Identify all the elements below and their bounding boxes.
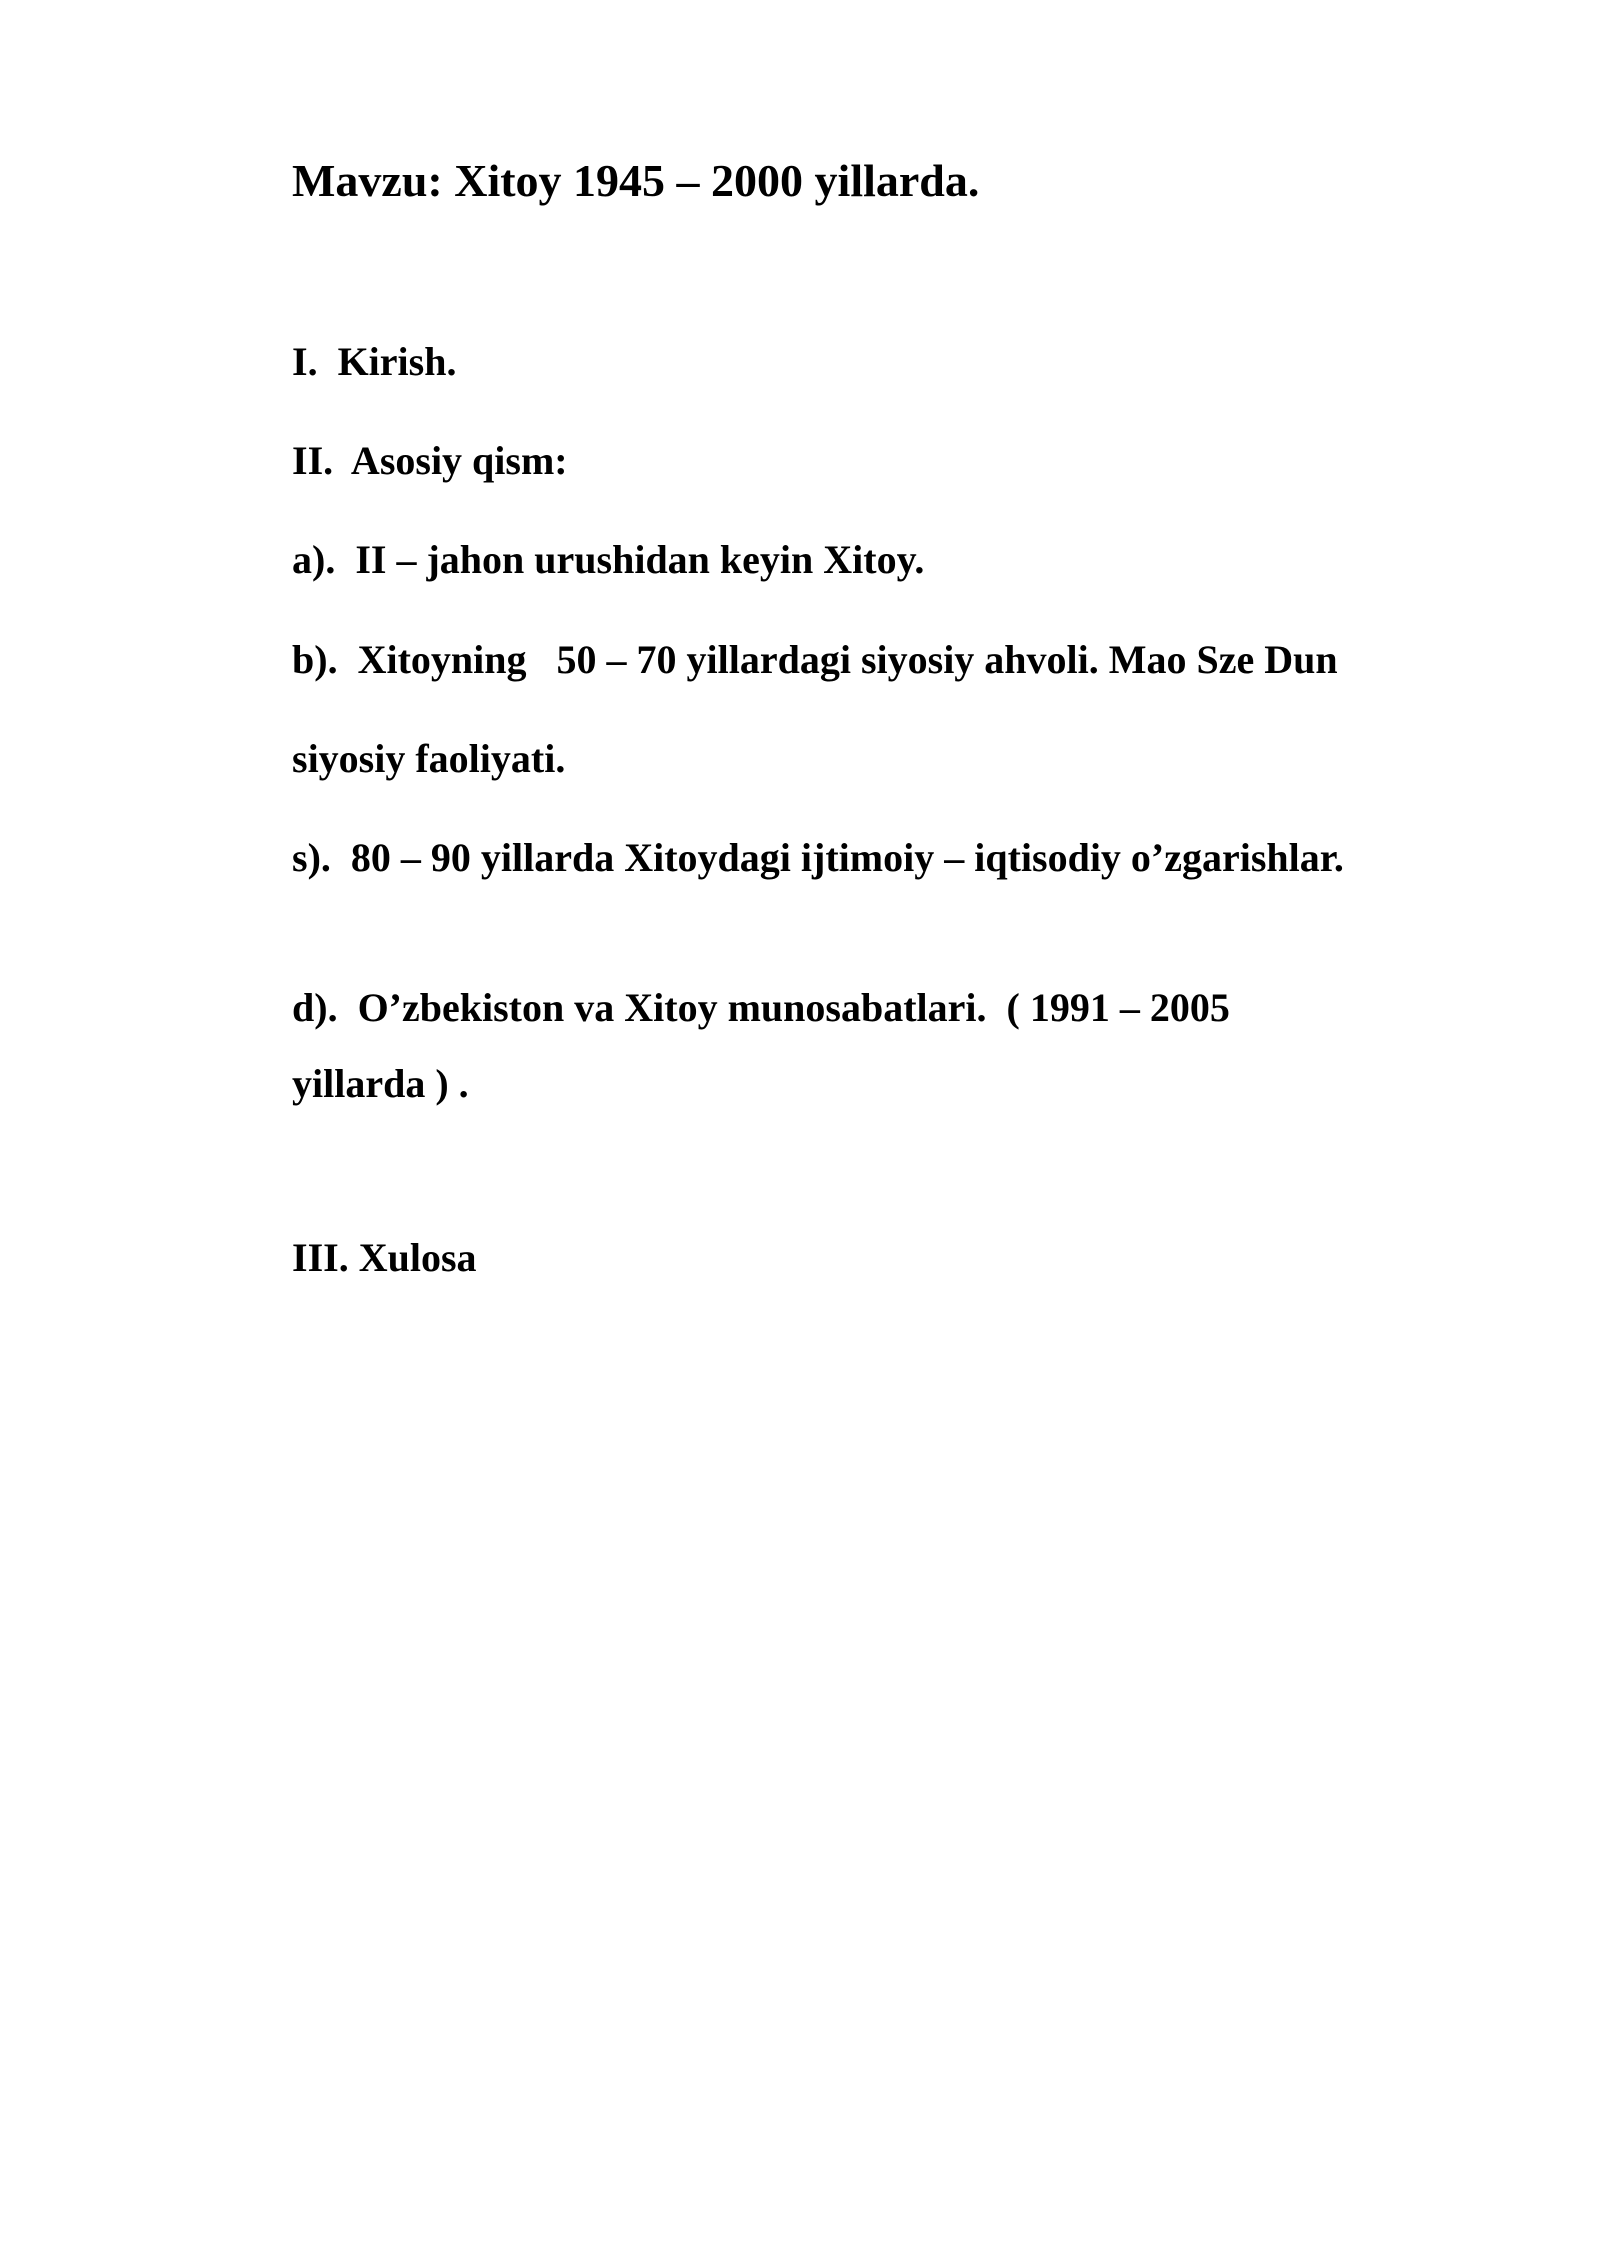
outline-item-asosiy-qism: II. Asosiy qism: bbox=[292, 438, 568, 483]
outline-subitem-s: s). 80 – 90 yillarda Xitoydagi ijtimoiy – iqtisodiy o’zgarishlar. bbox=[292, 835, 1344, 880]
outline-subitem-d: d). O’zbekiston va Xitoy munosabatlari. ( 1991 – 2005 bbox=[292, 985, 1230, 1030]
outline-subitem-b-continued: siyosiy faoliyati. bbox=[292, 736, 566, 781]
outline-item-xulosa: III. Xulosa bbox=[292, 1235, 477, 1280]
outline-subitem-b: b). Xitoyning 50 – 70 yillardagi siyosiy ahvoli. Mao Sze Dun bbox=[292, 637, 1338, 682]
outline-item-kirish: I. Kirish. bbox=[292, 339, 457, 384]
document-title: Mavzu: Xitoy 1945 – 2000 yillarda. bbox=[292, 155, 980, 206]
outline-subitem-d-continued: yillarda ) . bbox=[292, 1061, 469, 1106]
outline-subitem-a: a). II – jahon urushidan keyin Xitoy. bbox=[292, 537, 925, 582]
